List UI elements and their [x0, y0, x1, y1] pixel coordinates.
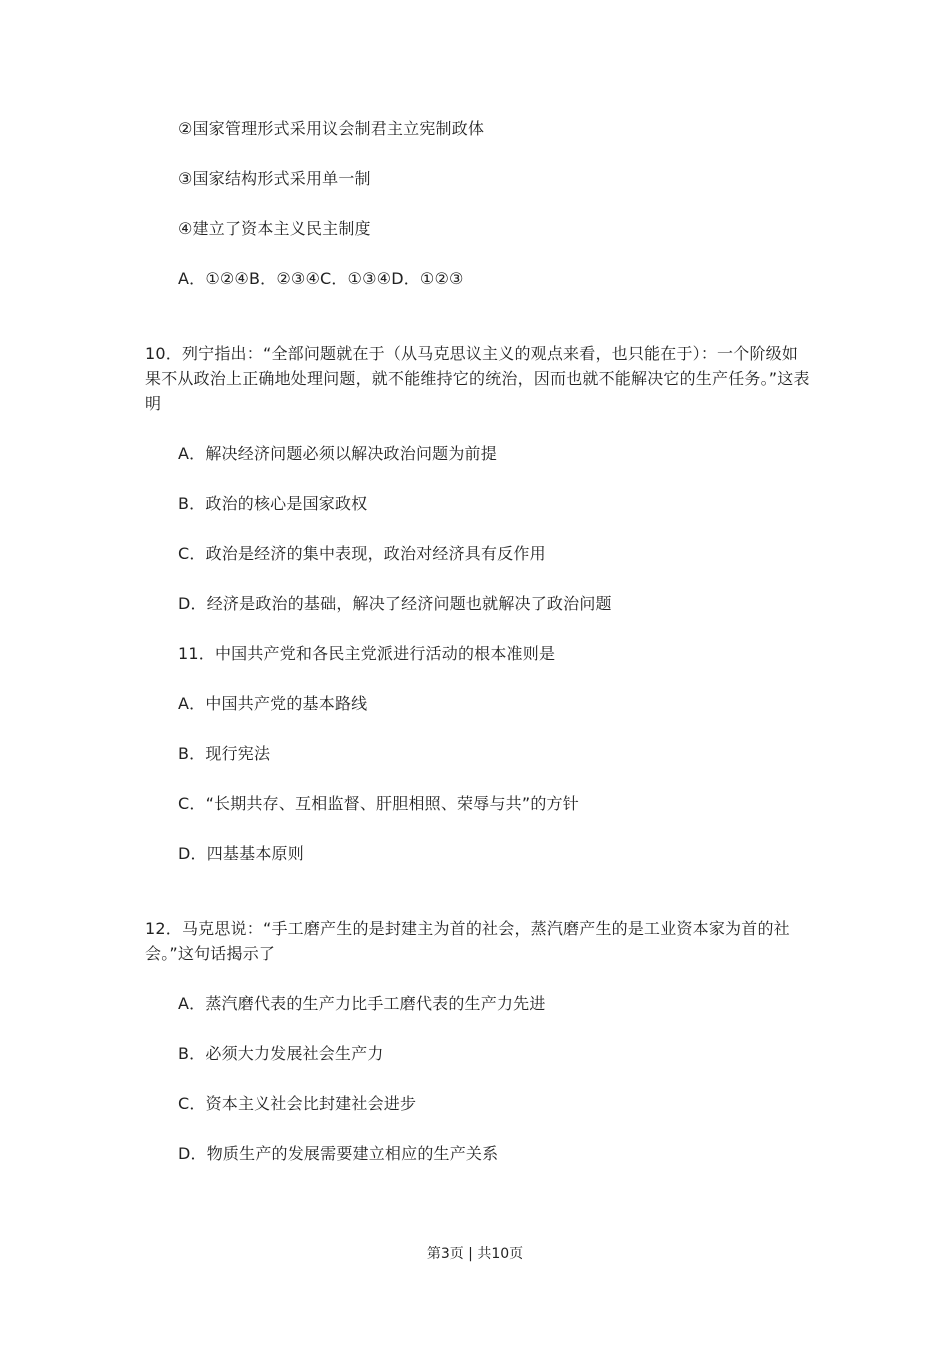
q9-item-2: ②国家管理形式采用议会制君主立宪制政体 — [178, 119, 485, 138]
q11-option-c: C．“长期共存、互相监督、肝胆相照、荣辱与共”的方针 — [178, 794, 579, 813]
q11-stem: 11．中国共产党和各民主党派进行活动的根本准则是 — [178, 644, 556, 663]
q10-option-b: B．政治的核心是国家政权 — [178, 494, 368, 513]
q12-stem: 12．马克思说：“手工磨产生的是封建主为首的社会，蒸汽磨产生的是工业资本家为首的社会。”这句话揭示了 — [145, 919, 790, 963]
page-number: 第3页 | 共10页 — [426, 1246, 524, 1262]
q10-option-c: C．政治是经济的集中表现，政治对经济具有反作用 — [178, 544, 546, 563]
q12-option-b: B．必须大力发展社会生产力 — [178, 1044, 384, 1063]
q10-option-d: D．经济是政治的基础，解决了经济问题也就解决了政治问题 — [178, 594, 612, 613]
q11-option-b: B．现行宪法 — [178, 744, 271, 763]
q9-answer-options: A．①②④B．②③④C．①③④D．①②③ — [178, 269, 464, 288]
q11-option-a: A．中国共产党的基本路线 — [178, 694, 368, 713]
q9-item-3: ③国家结构形式采用单一制 — [178, 169, 371, 188]
q12-option-c: C．资本主义社会比封建社会进步 — [178, 1094, 417, 1113]
q9-item-4: ④建立了资本主义民主制度 — [178, 219, 371, 238]
q11-option-d: D．四基基本原则 — [178, 844, 304, 863]
q10-option-a: A．解决经济问题必须以解决政治问题为前提 — [178, 444, 497, 463]
q12-option-a: A．蒸汽磨代表的生产力比手工磨代表的生产力先进 — [178, 994, 546, 1013]
q12-option-d: D．物质生产的发展需要建立相应的生产关系 — [178, 1144, 499, 1163]
q10-stem: 10．列宁指出：“全部问题就在于（从马克思议主义的观点来看，也只能在于）：一个阶级如果不从政治上正确地处理问题，就不能维持它的统治，因而也就不能解决它的生产任务。”这表明 — [145, 344, 810, 413]
